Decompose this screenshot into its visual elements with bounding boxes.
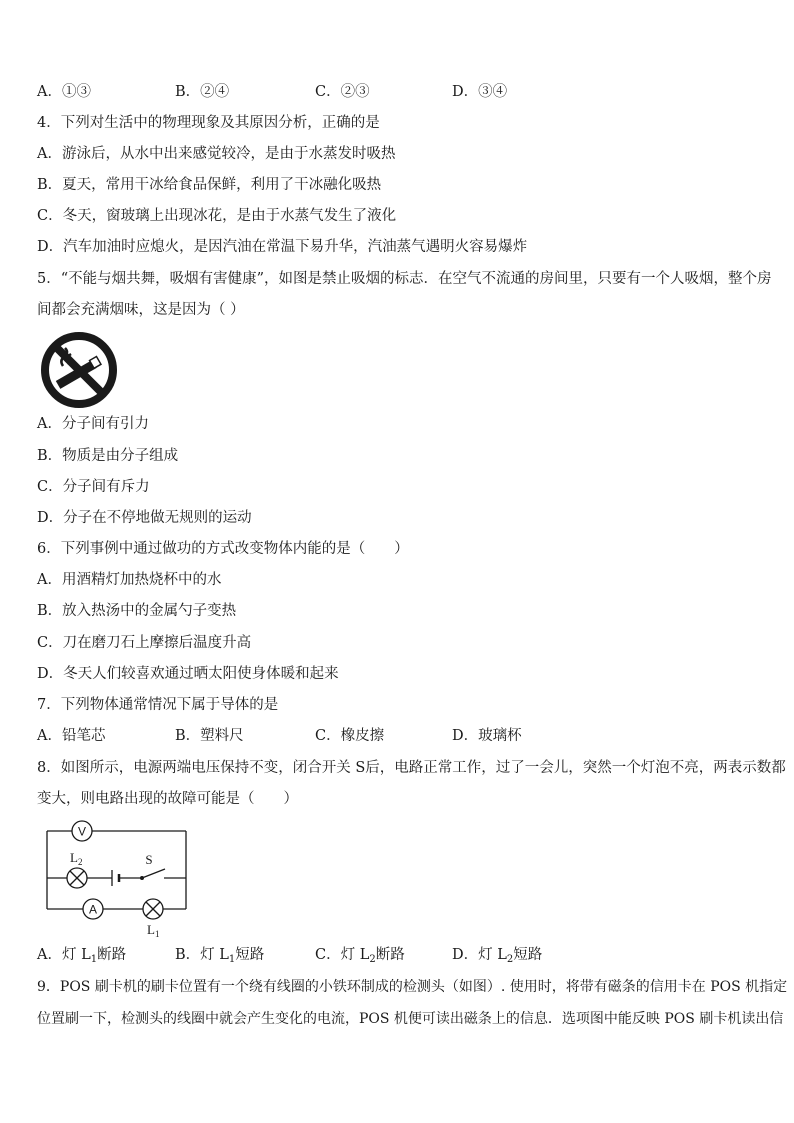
- q3-option-c: C．②③: [315, 84, 370, 100]
- q3-option-d: D．③④: [452, 84, 508, 100]
- q7-option-d: D．玻璃杯: [452, 728, 522, 744]
- q7-option-c: C．橡皮擦: [315, 728, 385, 744]
- q5-option-b: B．物质是由分子组成: [37, 448, 179, 464]
- q7-stem: 7．下列物体通常情况下属于导体的是: [37, 697, 279, 713]
- q9-line1: 9．POS 刷卡机的刷卡位置有一个绕有线圈的小铁环制成的检测头（如图）. 使用时，将带有磁条的信用卡在 POS 机指定: [37, 979, 788, 995]
- q5-stem-line1: 5．“不能与烟共舞，吸烟有害健康”，如图是禁止吸烟的标志．在空气不流通的房间里，只要有一个人吸烟，整个房: [37, 271, 772, 287]
- no-smoking-sign: [39, 330, 119, 410]
- switch-label: S: [145, 852, 153, 867]
- q4-option-c: C．冬天，窗玻璃上出现冰花，是由于水蒸气发生了液化: [37, 208, 397, 224]
- q6-option-d: D．冬天人们较喜欢通过晒太阳使身体暖和起来: [37, 666, 339, 682]
- q9-line2: 位置刷一下，检测头的线圈中就会产生变化的电流，POS 机便可读出磁条上的信息．选项图中能反映 POS 刷卡机读出信: [37, 1011, 784, 1027]
- q6-option-c: C．刀在磨刀石上摩擦后温度升高: [37, 635, 252, 651]
- lamp1-label: $L_1$: [147, 922, 160, 938]
- q5-option-a: A．分子间有引力: [37, 416, 149, 432]
- q4-option-d: D．汽车加油时应熄火，是因汽油在常温下易升华，汽油蒸气遇明火容易爆炸: [37, 239, 528, 255]
- q5-stem-line2: 间都会充满烟味，这是因为（ ）: [37, 302, 245, 318]
- voltmeter-label: V: [77, 824, 87, 839]
- q8-option-a: A．灯 $L_1$断路: [37, 947, 127, 965]
- q8-option-b: B．灯 $L_1$短路: [175, 947, 265, 965]
- circuit-diagram: [40, 818, 200, 938]
- q6-option-a: A．用酒精灯加热烧杯中的水: [37, 572, 222, 588]
- q6-option-b: B．放入热汤中的金属勺子变热: [37, 603, 237, 619]
- q6-stem: 6．下列事例中通过做功的方式改变物体内能的是（ ）: [37, 541, 409, 557]
- q4-option-b: B．夏天，常用干冰给食品保鲜，利用了干冰融化吸热: [37, 177, 382, 193]
- q5-option-d: D．分子在不停地做无规则的运动: [37, 510, 252, 526]
- q4-option-a: A．游泳后，从水中出来感觉较冷，是由于水蒸发时吸热: [37, 146, 396, 162]
- q8-stem-line1: 8．如图所示，电源两端电压保持不变，闭合开关 S后，电路正常工作，过了一会儿，突然一个灯泡不亮，两表示数都: [37, 760, 786, 776]
- q4-stem: 4．下列对生活中的物理现象及其原因分析，正确的是: [37, 115, 380, 131]
- q8-stem-line2: 变大，则电路出现的故障可能是（ ）: [37, 791, 298, 807]
- q3-option-a: A．①③: [37, 84, 91, 100]
- q7-option-a: A．铅笔芯: [37, 728, 106, 744]
- q7-option-b: B．塑料尺: [175, 728, 244, 744]
- q5-option-c: C．分子间有斥力: [37, 479, 150, 495]
- q8-option-d: D．灯 $L_2$短路: [452, 947, 543, 965]
- q3-option-b: B．②④: [175, 84, 230, 100]
- ammeter-label: A: [88, 902, 98, 917]
- lamp2-label: $L_2$: [70, 850, 83, 867]
- q8-option-c: C．灯 $L_2$断路: [315, 947, 405, 965]
